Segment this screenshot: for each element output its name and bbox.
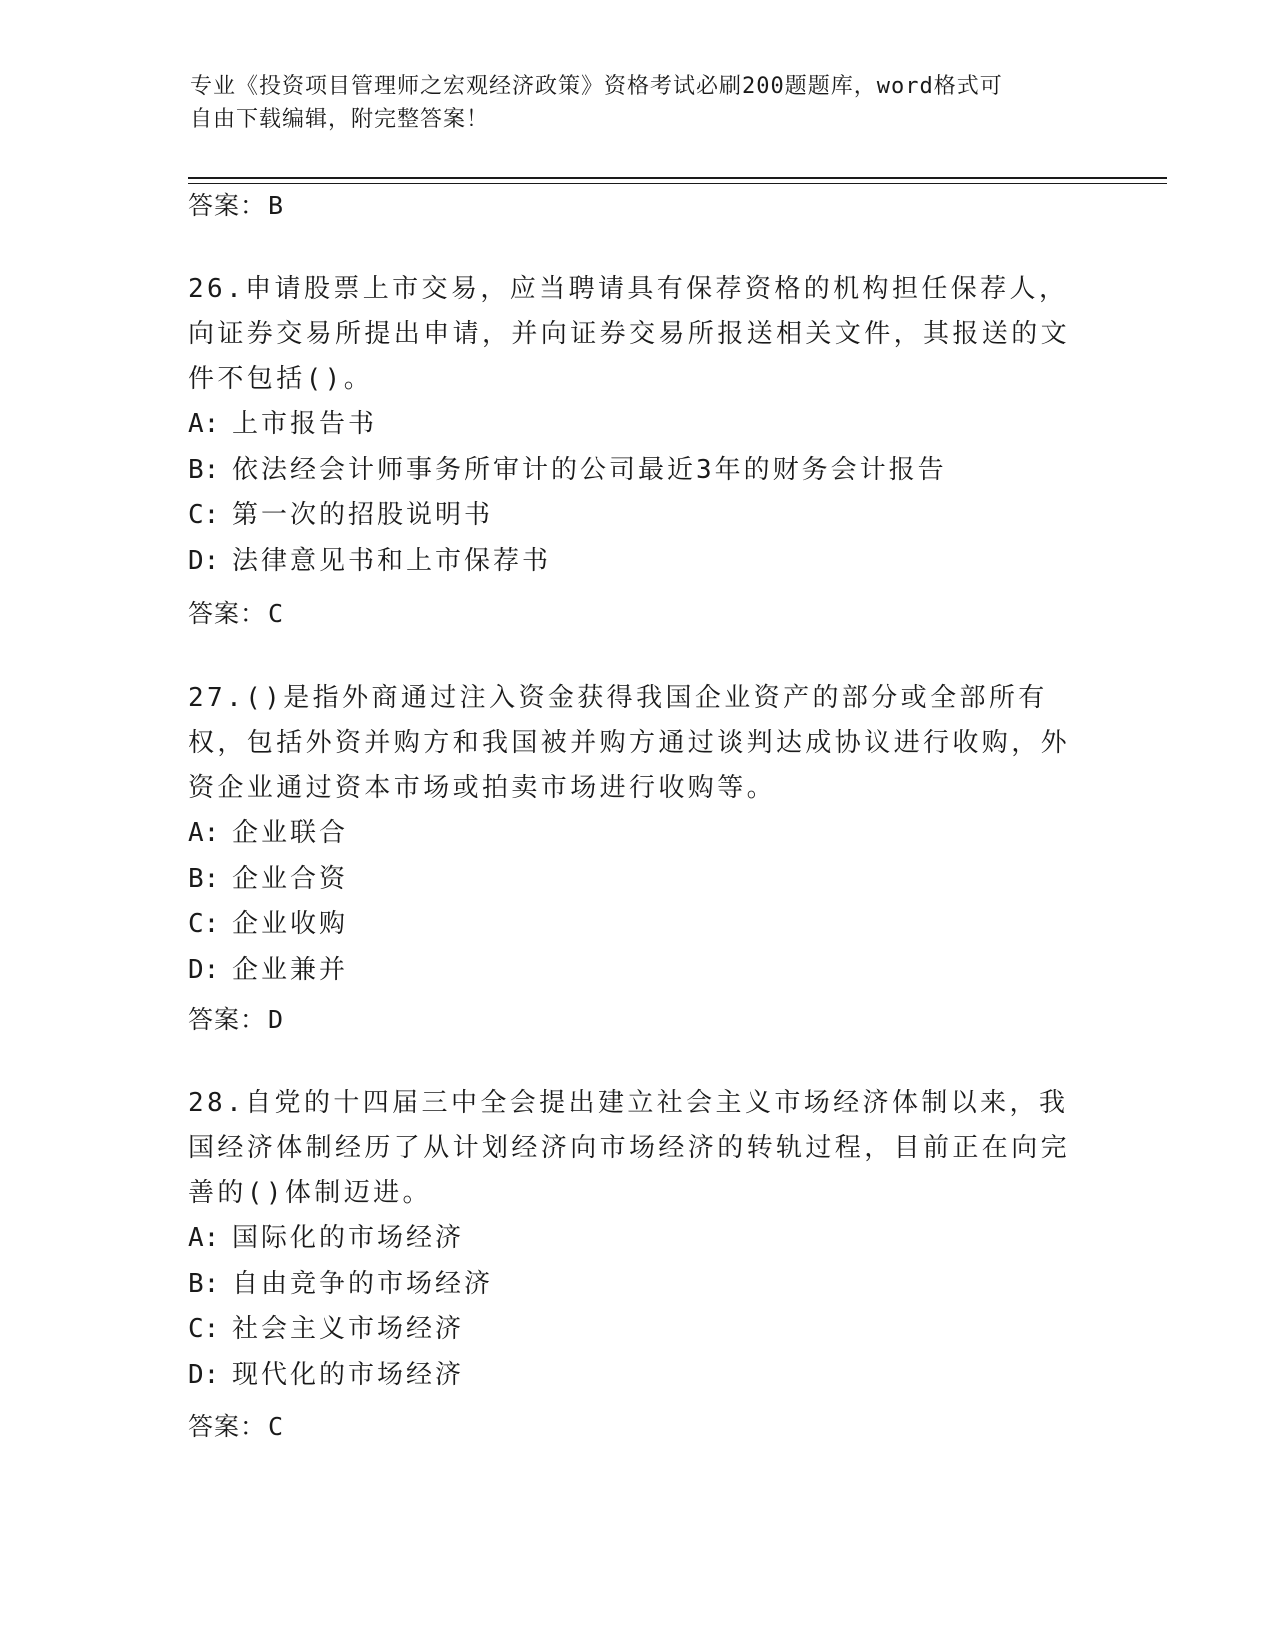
header-line-1: 专业《投资项目管理师之宏观经济政策》资格考试必刷200题题库，word格式可	[190, 74, 1003, 99]
option-letter: B:	[188, 1268, 220, 1299]
question-stem: 28.自党的十四届三中全会提出建立社会主义市场经济体制以来，我国经济体制经历了从计划经济向市场经济的转轨过程，目前正在向完善的()体制迈进。	[188, 1088, 1071, 1208]
option-a	[188, 811, 1088, 857]
option-letter: C:	[188, 500, 220, 530]
option-text: 社会主义市场经济	[232, 1314, 465, 1344]
option-text: 自由竞争的市场经济	[232, 1268, 494, 1299]
answer-26	[188, 598, 284, 630]
option-letter: B:	[188, 454, 220, 485]
option-text: 企业联合	[232, 818, 349, 848]
question-28	[188, 1081, 1088, 1398]
option-letter: B:	[188, 863, 220, 894]
header-divider-thin	[188, 183, 1167, 184]
option-d	[188, 539, 1088, 585]
option-c	[188, 902, 1088, 948]
answer-label: 答案：	[188, 599, 267, 628]
document-header	[190, 70, 1090, 136]
option-letter: C:	[188, 909, 220, 939]
option-text: 现代化的市场经济	[232, 1359, 465, 1390]
option-a	[188, 402, 1088, 448]
option-c	[188, 1307, 1088, 1353]
option-text: 法律意见书和上市保荐书	[232, 545, 552, 576]
answer-value: B	[268, 191, 285, 220]
answer-27	[188, 1004, 284, 1036]
option-b	[188, 448, 1088, 494]
option-letter: D:	[188, 1359, 220, 1390]
option-text: 企业合资	[232, 863, 349, 894]
option-text: 第一次的招股说明书	[232, 500, 494, 530]
option-letter: A:	[188, 818, 220, 848]
option-text: 企业兼并	[232, 954, 349, 985]
answer-label: 答案：	[188, 1412, 267, 1441]
option-letter: A:	[188, 1223, 220, 1253]
option-letter: D:	[188, 954, 220, 985]
option-a	[188, 1216, 1088, 1262]
answer-label: 答案：	[188, 1005, 267, 1034]
previous-answer	[188, 190, 284, 222]
option-letter: A:	[188, 409, 220, 439]
answer-value: C	[268, 599, 285, 628]
question-stem: 27.()是指外商通过注入资金获得我国企业资产的部分或全部所有权，包括外资并购方和我国被并购方通过谈判达成协议进行收购，外资企业通过资本市场或拍卖市场进行收购等。	[188, 683, 1071, 803]
question-stem: 26.申请股票上市交易，应当聘请具有保荐资格的机构担任保荐人，向证券交易所提出申请，并向证券交易所报送相关文件，其报送的文件不包括()。	[188, 274, 1071, 394]
header-divider-thick	[188, 177, 1167, 179]
option-letter: C:	[188, 1314, 220, 1344]
option-letter: D:	[188, 545, 220, 576]
option-text: 上市报告书	[232, 409, 378, 439]
answer-label: 答案：	[188, 191, 267, 220]
question-27	[188, 676, 1088, 993]
option-b	[188, 857, 1088, 903]
answer-value: D	[268, 1005, 285, 1034]
option-text: 企业收购	[232, 909, 349, 939]
option-text: 依法经会计师事务所审计的公司最近3年的财务会计报告	[232, 454, 947, 485]
option-b	[188, 1262, 1088, 1308]
question-26	[188, 267, 1088, 584]
option-d	[188, 1353, 1088, 1399]
answer-value: C	[268, 1412, 285, 1441]
answer-28	[188, 1411, 284, 1443]
option-d	[188, 948, 1088, 994]
option-c	[188, 493, 1088, 539]
option-text: 国际化的市场经济	[232, 1223, 465, 1253]
header-line-2: 自由下载编辑，附完整答案！	[190, 107, 490, 132]
